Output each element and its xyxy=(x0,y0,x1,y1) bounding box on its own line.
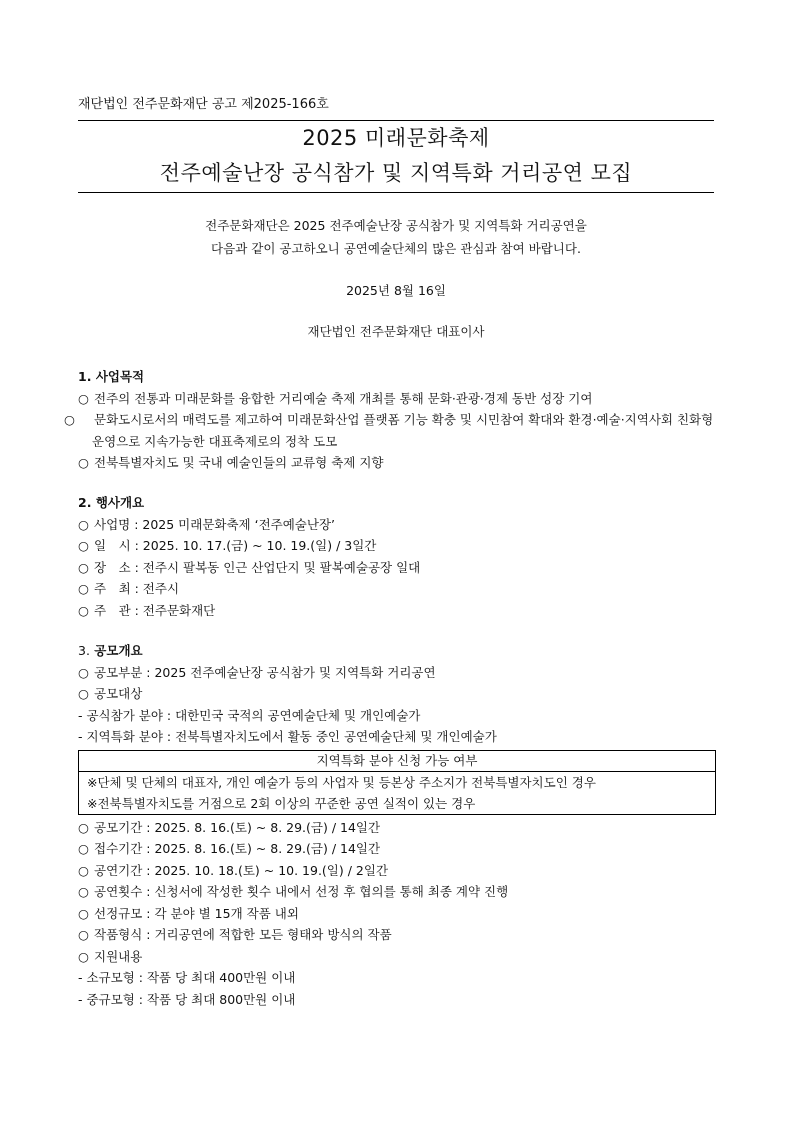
notice-date: 2025년 8월 16일 xyxy=(346,283,446,298)
circle-bullet-icon: ○ xyxy=(78,602,89,618)
list-item: ○ 작품형식 : 거리공연에 적합한 모든 형태와 방식의 작품 xyxy=(78,924,718,946)
section-number: 2. xyxy=(78,495,92,510)
list-item: ○ 접수기간 : 2025. 8. 16.(토) ~ 8. 29.(금) / 14일간 xyxy=(78,838,718,860)
circle-bullet-icon: ○ xyxy=(78,862,89,878)
circle-bullet-icon: ○ xyxy=(78,538,89,553)
title-line-2: 전주예술난장 공식참가 및 지역특화 거리공연 모집 xyxy=(159,161,633,185)
title-bottom-rule xyxy=(78,192,714,193)
title-line-1: 2025 미래문화축제 xyxy=(302,126,490,150)
section-title: 공모개요 xyxy=(94,643,143,658)
eligibility-box xyxy=(78,750,716,815)
section-number: 3. xyxy=(78,643,90,658)
circle-bullet-icon: ○ xyxy=(78,884,89,899)
list-item: ○ 사업명 : 2025 미래문화축제 ‘전주예술난장’ xyxy=(78,514,718,536)
circle-bullet-icon: ○ xyxy=(78,927,89,942)
list-item: ○ 지원내용 xyxy=(78,946,718,968)
eligibility-box-row: ※단체 및 단체의 대표자, 개인 예술가 등의 사업자 및 등본상 주소지가 전북특별자치도인 경우 xyxy=(87,774,596,790)
notice-number: 재단법인 전주문화재단 공고 제2025-166호 xyxy=(78,97,329,112)
section-heading xyxy=(78,640,718,662)
circle-bullet-icon: ○ xyxy=(78,390,89,406)
dash-item: - 공식참가 분야 : 대한민국 국적의 공연예술단체 및 개인예술가 xyxy=(78,707,421,723)
dash-item: - 지역특화 분야 : 전북특별자치도에서 활동 중인 공연예술단체 및 개인예술가 xyxy=(78,729,497,744)
eligibility-box-row: ※전북특별자치도를 거점으로 2회 이상의 꾸준한 공연 실적이 있는 경우 xyxy=(87,795,476,811)
circle-bullet-icon: ○ xyxy=(78,841,89,856)
list-item: ○ 문화도시로서의 매력도를 제고하여 미래문화산업 플랫폼 기능 확충 및 시민참여 확대와 환경·예술·지역사회 친화형 운영으로 지속가능한 대표축제로의 정착 도모 xyxy=(78,409,718,452)
title-top-rule xyxy=(78,120,714,121)
list-item: ○ 주 관 : 전주문화재단 xyxy=(78,600,718,622)
circle-bullet-icon: ○ xyxy=(78,516,89,532)
section-heading xyxy=(78,492,718,514)
section-purpose xyxy=(64,366,718,474)
list-item: ○ 전주의 전통과 미래문화를 융합한 거리예술 축제 개최를 통해 문화·관광·경제 동반 성장 기여 xyxy=(78,388,718,410)
section-call-overview xyxy=(78,640,718,1010)
circle-bullet-icon: ○ xyxy=(78,664,89,680)
dash-item: - 소규모형 : 작품 당 최대 400만원 이내 xyxy=(78,970,296,985)
list-item: ○ 일 시 : 2025. 10. 17.(금) ~ 10. 19.(일) / 3일간 xyxy=(78,535,718,557)
signer: 재단법인 전주문화재단 대표이사 xyxy=(307,324,485,339)
circle-bullet-icon: ○ xyxy=(78,559,89,575)
list-item: ○ 선정규모 : 각 분야 별 15개 작품 내외 xyxy=(78,903,718,925)
intro-paragraph xyxy=(78,214,714,260)
circle-bullet-icon: ○ xyxy=(64,412,75,427)
circle-bullet-icon: ○ xyxy=(78,455,89,470)
section-title: 행사개요 xyxy=(95,495,145,510)
dash-item: - 중규모형 : 작품 당 최대 800만원 이내 xyxy=(78,991,296,1007)
list-item: ○ 공모기간 : 2025. 8. 16.(토) ~ 8. 29.(금) / 14일간 xyxy=(78,817,718,839)
intro-line-1: 전주문화재단은 2025 전주예술난장 공식참가 및 지역특화 거리공연을 xyxy=(205,218,587,233)
circle-bullet-icon: ○ xyxy=(78,905,89,921)
circle-bullet-icon: ○ xyxy=(78,581,89,596)
circle-bullet-icon: ○ xyxy=(78,819,89,835)
list-item: ○ 공연횟수 : 신청서에 작성한 횟수 내에서 선정 후 협의를 통해 최종 계약 진행 xyxy=(78,881,718,903)
list-item: ○ 공연기간 : 2025. 10. 18.(토) ~ 10. 19.(일) / 2일간 xyxy=(78,860,718,882)
section-heading xyxy=(78,366,718,388)
circle-bullet-icon: ○ xyxy=(78,948,89,964)
eligibility-box-heading: 지역특화 분야 신청 가능 여부 xyxy=(79,751,715,772)
list-item: ○ 공모대상 xyxy=(78,683,718,705)
section-event-overview xyxy=(78,492,718,621)
intro-line-2: 다음과 같이 공고하오니 공연예술단체의 많은 관심과 참여 바랍니다. xyxy=(211,241,581,256)
section-title: 사업목적 xyxy=(95,369,145,384)
list-item: ○ 장 소 : 전주시 팔복동 인근 산업단지 및 팔복예술공장 일대 xyxy=(78,557,718,579)
section-number: 1. xyxy=(78,369,92,384)
list-item: ○ 전북특별자치도 및 국내 예술인들의 교류형 축제 지향 xyxy=(78,452,718,474)
title-block xyxy=(78,120,714,193)
circle-bullet-icon: ○ xyxy=(78,686,89,701)
list-item: ○ 주 최 : 전주시 xyxy=(78,578,718,600)
list-item: ○ 공모부분 : 2025 전주예술난장 공식참가 및 지역특화 거리공연 xyxy=(78,662,718,684)
